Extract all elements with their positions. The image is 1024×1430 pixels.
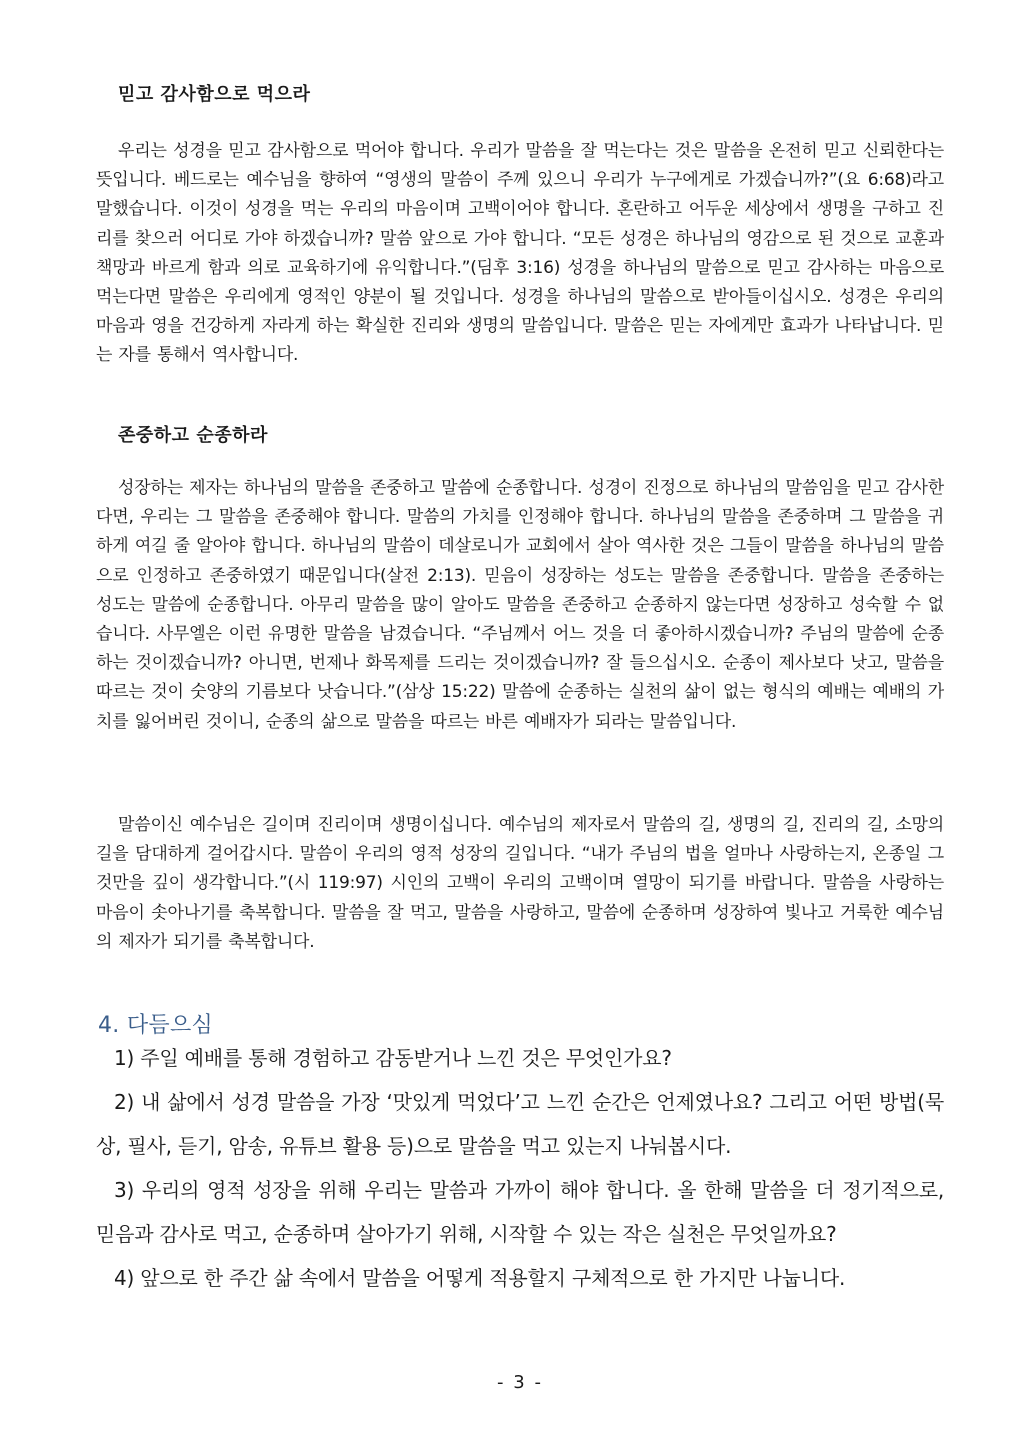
section-heading-respect-and-obey: 존중하고 순종하라 bbox=[118, 425, 268, 446]
paragraph-believe-and-thank: 우리는 성경을 믿고 감사함으로 먹어야 합니다. 우리가 말씀을 잘 먹는다는 것은 말씀을 온전히 믿고 신뢰한다는 뜻입니다. 베드로는 예수님을 향하여 “영생의 말씀이 주께 있으니 우리가 누구에게로 가겠습니까?”(요 6:68)라고 말했습니다. 이것이 성경을 먹는 우리의 마음이며 고백이어야 합니다. 혼란하고 어두운 세상에서 생명을 구하고 진리를 찾으러 어디로 가야 하겠습니까? 말씀 앞으로 가야 합니다. “모든 성경은 하나님의 영감으로 된 것으로 교훈과 책망과 바르게 함과 의로 교육하기에 유익합니다.”(딤후 3:16) 성경을 하나님의 말씀으로 믿고 감사하는 마음으로 먹는다면 말씀은 우리에게 영적인 양분이 될 것입니다. 성경을 하나님의 말씀으로 받아들이십시오. 성경은 우리의 마음과 영을 건강하게 자라게 하는 확실한 진리와 생명의 말씀입니다. 말씀은 믿는 자에게만 효과가 나타납니다. 믿는 자를 통해서 역사합니다. bbox=[96, 141, 944, 366]
section-heading-believe-and-thank: 믿고 감사함으로 먹으라 bbox=[118, 84, 311, 105]
discussion-question-4: 4) 앞으로 한 주간 삶 속에서 말씀을 어떻게 적용할지 구체적으로 한 가지만 나눕니다. bbox=[114, 1266, 846, 1290]
discussion-question-1: 1) 주일 예배를 통해 경험하고 감동받거나 느낀 것은 무엇인가요? bbox=[114, 1046, 672, 1070]
paragraph-word-is-the-way: 말씀이신 예수님은 길이며 진리이며 생명이십니다. 예수님의 제자로서 말씀의 길, 생명의 길, 진리의 길, 소망의 길을 담대하게 걸어갑시다. 말씀이 우리의 영적 성장의 길입니다. “내가 주님의 법을 얼마나 사랑하는지, 온종일 그것만을 깊이 생각합니다.”(시 119:97) 시인의 고백이 우리의 고백이며 열망이 되기를 바랍니다. 말씀을 사랑하는 마음이 솟아나기를 축복합니다. 말씀을 잘 먹고, 말씀을 사랑하고, 말씀에 순종하며 성장하여 빛나고 거룩한 예수님의 제자가 되기를 축복합니다. bbox=[96, 815, 944, 952]
document-page bbox=[96, 0, 944, 1430]
section-title-refinement: 4. 다듬으심 bbox=[98, 1013, 214, 1038]
discussion-question-3: 3) 우리의 영적 성장을 위해 우리는 말씀과 가까이 해야 합니다. 올 한해 말씀을 더 정기적으로, 믿음과 감사로 먹고, 순종하며 살아가기 위해, 시작할 수 있는 작은 실천은 무엇일까요? bbox=[96, 1178, 944, 1246]
discussion-question-2: 2) 내 삶에서 성경 말씀을 가장 ‘맛있게 먹었다’고 느낀 순간은 언제였나요? 그리고 어떤 방법(묵상, 필사, 듣기, 암송, 유튜브 활용 등)으로 말씀을 먹고 있는지 나눠봅시다. bbox=[96, 1090, 944, 1158]
page-number: - 3 - bbox=[497, 1372, 543, 1393]
paragraph-respect-and-obey: 성장하는 제자는 하나님의 말씀을 존중하고 말씀에 순종합니다. 성경이 진정으로 하나님의 말씀임을 믿고 감사한다면, 우리는 그 말씀을 존중해야 합니다. 말씀의 가치를 인정해야 합니다. 하나님의 말씀을 존중하며 그 말씀을 귀하게 여길 줄 알아야 합니다. 하나님의 말씀이 데살로니가 교회에서 살아 역사한 것은 그들이 말씀을 하나님의 말씀으로 인정하고 존중하였기 때문입니다(살전 2:13). 믿음이 성장하는 성도는 말씀을 존중합니다. 말씀을 존중하는 성도는 말씀에 순종합니다. 아무리 말씀을 많이 알아도 말씀을 존중하고 순종하지 않는다면 성장하고 성숙할 수 없습니다. 사무엘은 이런 유명한 말씀을 남겼습니다. “주님께서 어느 것을 더 좋아하시겠습니까? 주님의 말씀에 순종하는 것이겠습니까? 아니면, 번제나 화목제를 드리는 것이겠습니까? 잘 들으십시오. 순종이 제사보다 낫고, 말씀을 따르는 것이 숫양의 기름보다 낫습니다.”(삼상 15:22) 말씀에 순종하는 실천의 삶이 없는 형식의 예배는 예배의 가치를 잃어버린 것이니, 순종의 삶으로 말씀을 따르는 바른 예배자가 되라는 말씀입니다. bbox=[96, 478, 944, 732]
